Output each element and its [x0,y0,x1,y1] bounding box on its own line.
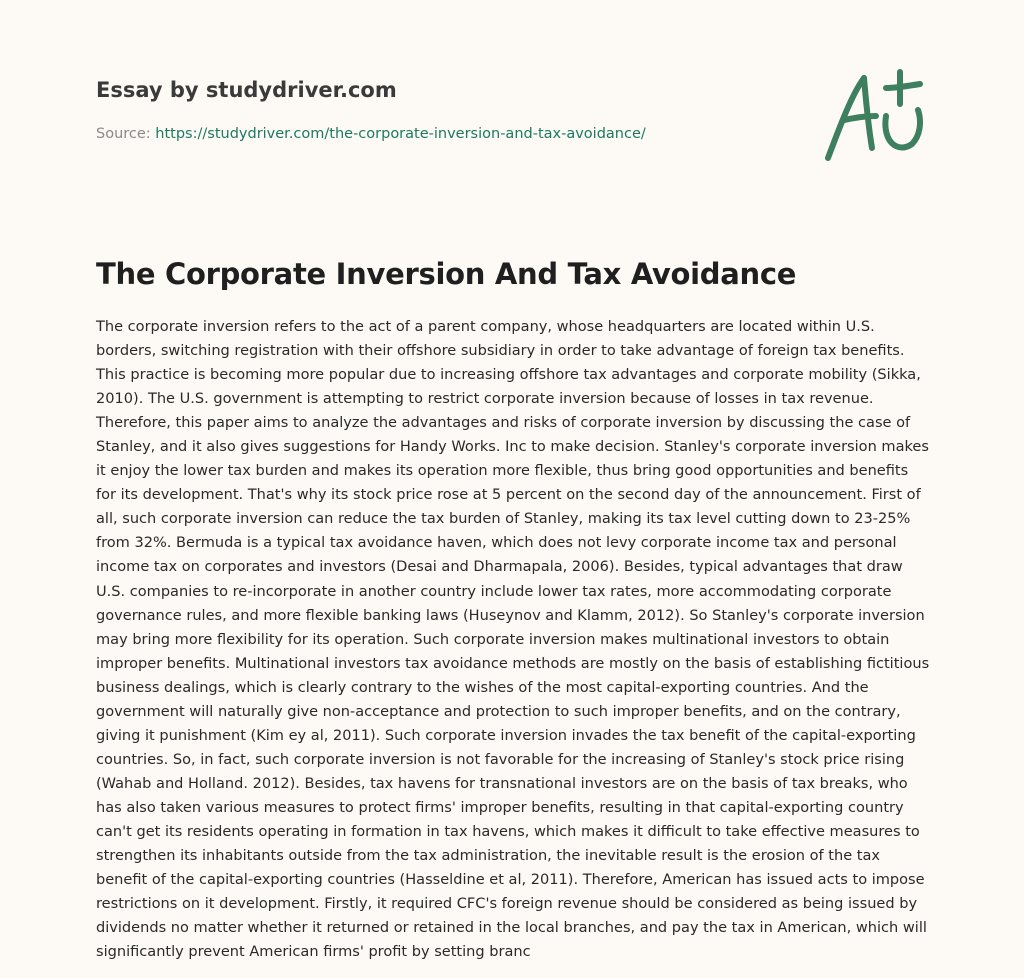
source-link[interactable]: https://studydriver.com/the-corporate-inversion-and-tax-avoidance/ [155,126,646,142]
a-plus-logo-icon [818,66,930,166]
site-header [96,76,796,144]
source-label: Source: [96,126,151,142]
essay-title: The Corporate Inversion And Tax Avoidance [96,257,797,291]
a-plus-logo [818,66,930,166]
site-title: Essay by studydriver.com [96,78,397,102]
source-line [96,124,796,144]
essay-body: The corporate inversion refers to the act of a parent company, whose headquarters are located within U.S. borders, switching registration with their offshore subsidiary in order to take advantage of foreign tax benefits. This practice is becoming more popular due to increasing offshore tax advantages and corporate mobility (Sikka, 2010). The U.S. government is attempting to restrict corporate inversion because of losses in tax revenue. Therefore, this paper aims to analyze the advantages and risks of corporate inversion by discussing the case of Stanley, and it also gives suggestions for Handy Works. Inc to make decision. Stanley's corporate inversion makes it enjoy the lower tax burden and makes its operation more flexible, thus bring good opportunities and benefits for its development. That's why its stock price rose at 5 percent on the second day of the announcement. First of all, such corporate inversion can reduce the tax burden of Stanley, making its tax level cutting down to 23-25% from 32%. Bermuda is a typical tax avoidance haven, which does not levy corporate income tax and personal income tax on corporates and investors (Desai and Dharmapala, 2006). Besides, typical advantages that draw U.S. companies to re-incorporate in another country include lower tax rates, more accommodating corporate governance rules, and more flexible banking laws (Huseynov and Klamm, 2012). So Stanley's corporate inversion may bring more flexibility for its operation. Such corporate inversion makes multinational investors to obtain improper benefits. Multinational investors tax avoidance methods are mostly on the basis of establishing fictitious business dealings, which is clearly contrary to the wishes of the most capital-exporting countries. And the government will naturally give non-acceptance and protection to such improper benefits, and on the contrary, giving it punishment (Kim ey al, 2011). Such corporate inversion invades the tax benefit of the capital-exporting countries. So, in fact, such corporate inversion is not favorable for the increasing of Stanley's stock price rising (Wahab and Holland. 2012). Besides, tax havens for transnational investors are on the basis of tax breaks, who has also taken various measures to protect firms' improper benefits, resulting in that capital-exporting country can't get its residents operating in formation in tax havens, which makes it difficult to take effective measures to strengthen its inhabitants outside from the tax administration, the inevitable result is the erosion of the tax benefit of the capital-exporting countries (Hasseldine et al, 2011). Therefore, American has issued acts to impose restrictions on it development. Firstly, it required CFC's foreign revenue should be considered as being issued by dividends no matter whether it returned or retained in the local branches, and pay the tax in American, which will significantly prevent American firms' profit by setting branc [96,318,930,961]
